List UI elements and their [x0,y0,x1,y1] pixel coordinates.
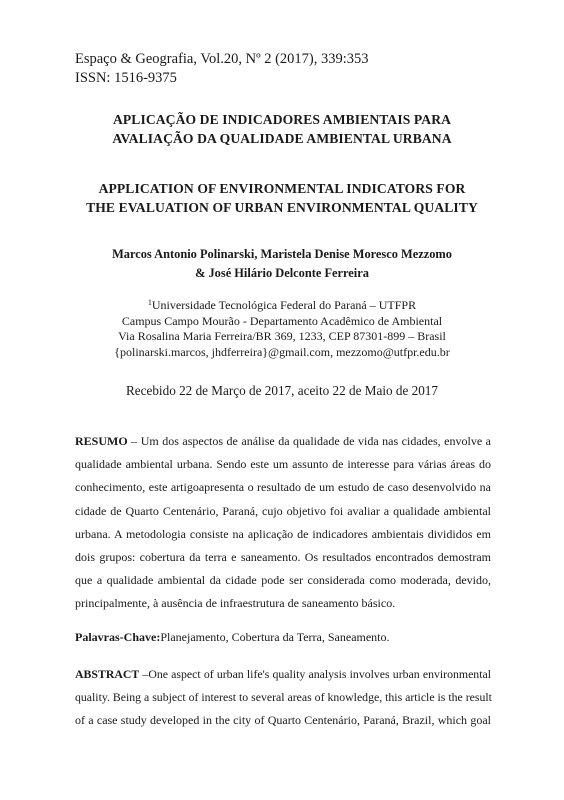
title-pt-line: APLICAÇÃO DE INDICADORES AMBIENTAIS PARA [112,112,452,127]
title-pt-line: AVALIAÇÃO DA QUALIDADE AMBIENTAL URBANA [112,131,452,146]
title-portuguese [40,110,524,148]
abstract-label: ABSTRACT [75,667,140,681]
abstract-line: ABSTRACT –One aspect of urban life's quality analysis involves urban environmental [75,667,491,681]
authors-line: Marcos Antonio Polinarski, Maristela Denise Moresco Mezzomo [112,247,452,261]
title-english [40,179,524,217]
keywords-text: Planejamento, Cobertura da Terra, Saneamento. [160,630,390,644]
affiliation-line: $^1$Universidade Tecnológica Federal do Paraná – UTFPR [147,298,417,312]
resumo-line: principalmente, à ausência de infraestrutura de saneamento básico. [75,596,396,611]
affiliation-line: Via Rosalina Maria Ferreira/BR 369, 1233, CEP 87301-899 – Brasil [118,329,446,344]
affiliation-marker: 1 [147,298,152,307]
resumo-line: cidade de Quarto Centenário, Paraná, cujo objetivo foi avaliar a qualidade ambiental [75,503,491,518]
authors [40,245,524,283]
resumo-line: que a qualidade ambiental da cidade pode ser considerada como moderada, devido, [75,573,491,588]
affiliation [40,295,524,360]
authors-line: & José Hilário Delconte Ferreira [195,266,369,280]
resumo-label: RESUMO [75,434,128,448]
keywords [75,628,390,646]
resumo-line: RESUMO – Um dos aspectos de análise da qualidade de vida nas cidades, envolve a [75,434,491,448]
resumo-line: qualidade ambiental urbana. Sendo este um assunto de interesse para várias áreas do [75,457,491,472]
affiliation-line: Campus Campo Mourão - Departamento Acadêmico de Ambiental [121,313,443,328]
affiliation-emails: {polinarski.marcos, jhdferreira}@gmail.com, mezzomo@utfpr.edu.br [114,344,450,359]
issn: ISSN: 1516-9375 [75,70,177,86]
title-en-line: THE EVALUATION OF URBAN ENVIRONMENTAL QUALITY [86,200,478,215]
abstract-paragraph [75,663,491,733]
keywords-label: Palavras-Chave: [75,630,161,644]
title-en-line: APPLICATION OF ENVIRONMENTAL INDICATORS FOR [98,181,466,196]
resumo-line: urbana. A metodologia consiste na aplicação de indicadores ambientais divididos em [75,526,491,541]
journal-citation: Espaço & Geografia, Vol.20, Nº 2 (2017), 339:353 [75,51,369,67]
resumo-line: conhecimento, este artigoapresenta o resultado de um estudo de caso desenvolvido na [75,480,491,495]
received-dates: Recebido 22 de Março de 2017, aceito 22 de Maio de 2017 [125,383,438,398]
abstract-line: of a case study developed in the city of Quarto Centenário, Paraná, Brazil, which goal [75,713,491,728]
abstract-line: quality. Being a subject of interest to several areas of knowledge, this article is the result [75,690,492,705]
resumo-line: dois grupos: cobertura da terra e saneamento. Os resultados encontrados demostram [75,549,491,564]
resumo-paragraph [75,430,491,616]
